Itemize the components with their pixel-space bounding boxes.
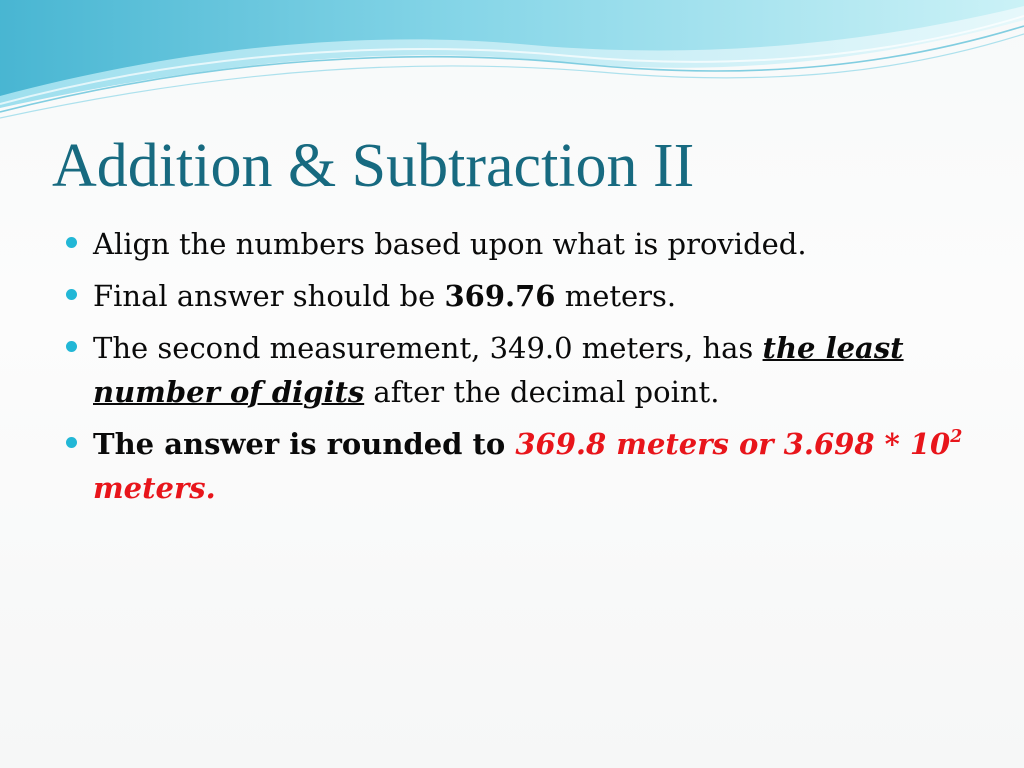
bullet-marker-icon <box>66 437 77 448</box>
bullet-text-post: after the decimal point. <box>364 375 720 409</box>
bullet-text-lead: The answer is rounded to <box>93 427 516 461</box>
bullet-marker-icon <box>66 237 77 248</box>
bullet-text-pre: The second measurement, 349.0 meters, has <box>93 331 763 365</box>
bullet-item-rounded-answer <box>62 422 967 510</box>
bullet-item-second-measurement <box>62 326 967 414</box>
bullet-item-align <box>62 222 967 266</box>
rounded-answer-main: 369.8 meters or 3.698 * 10 <box>515 427 951 461</box>
rounded-answer-exponent: 2 <box>950 426 963 447</box>
bullet-list <box>62 222 967 518</box>
bullet-text: Align the numbers based upon what is provided. <box>93 227 807 261</box>
bullet-item-final-answer <box>62 274 967 318</box>
slide-title: Addition & Subtraction II <box>52 132 695 200</box>
least-digits-emphasis: the least number of digits <box>93 331 904 409</box>
bullet-text-post: meters. <box>555 279 677 313</box>
final-answer-value: 369.76 <box>444 279 556 313</box>
decorative-wave-header <box>0 0 1024 130</box>
bullet-marker-icon <box>66 289 77 300</box>
rounded-answer-tail: meters. <box>93 471 216 505</box>
bullet-text-pre: Final answer should be <box>93 279 445 313</box>
bullet-marker-icon <box>66 341 77 352</box>
